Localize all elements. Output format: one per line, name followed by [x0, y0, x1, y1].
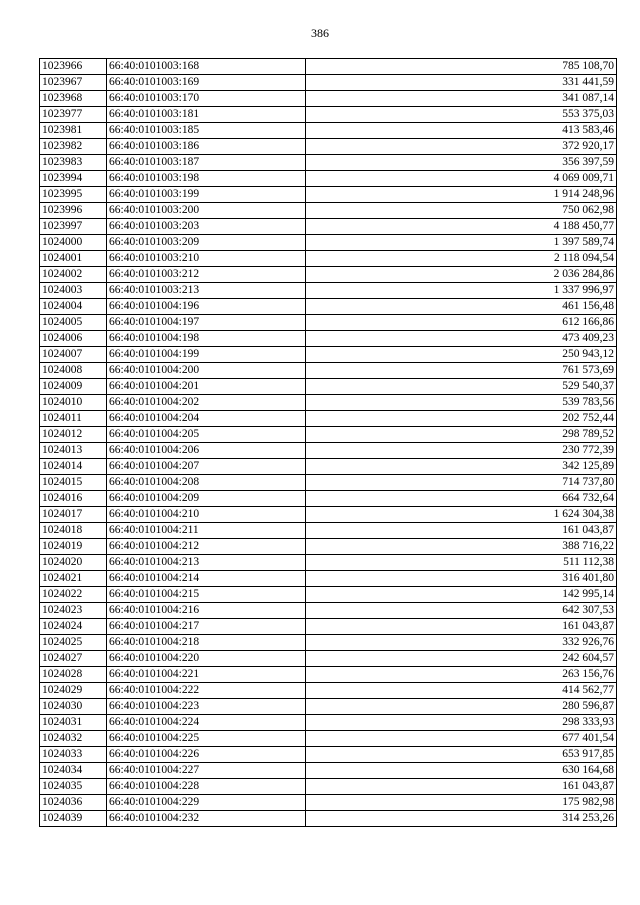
row-id-cell: 1024017 [40, 507, 107, 523]
cadastral-value-cell: 161 043,87 [306, 779, 617, 795]
cadastral-value-cell: 1 397 589,74 [306, 235, 617, 251]
cadastral-number-cell: 66:40:0101003:186 [107, 139, 306, 155]
row-id-cell: 1024021 [40, 571, 107, 587]
cadastral-number-cell: 66:40:0101004:202 [107, 395, 306, 411]
cadastral-number-cell: 66:40:0101004:220 [107, 651, 306, 667]
cadastral-value-cell: 1 337 996,97 [306, 283, 617, 299]
cadastral-number-cell: 66:40:0101004:200 [107, 363, 306, 379]
cadastral-value-cell: 414 562,77 [306, 683, 617, 699]
cadastral-number-cell: 66:40:0101004:232 [107, 811, 306, 827]
table-row [40, 411, 617, 427]
row-id-cell: 1023982 [40, 139, 107, 155]
cadastral-number-cell: 66:40:0101003:203 [107, 219, 306, 235]
cadastral-value-cell: 230 772,39 [306, 443, 617, 459]
row-id-cell: 1024028 [40, 667, 107, 683]
table-row [40, 395, 617, 411]
cadastral-number-cell: 66:40:0101003:209 [107, 235, 306, 251]
row-id-cell: 1024023 [40, 603, 107, 619]
cadastral-value-cell: 161 043,87 [306, 523, 617, 539]
row-id-cell: 1023967 [40, 75, 107, 91]
table-row [40, 139, 617, 155]
cadastral-value-cell: 372 920,17 [306, 139, 617, 155]
cadastral-value-cell: 341 087,14 [306, 91, 617, 107]
cadastral-number-cell: 66:40:0101004:227 [107, 763, 306, 779]
table-row [40, 587, 617, 603]
row-id-cell: 1024011 [40, 411, 107, 427]
cadastral-number-cell: 66:40:0101004:213 [107, 555, 306, 571]
row-id-cell: 1024034 [40, 763, 107, 779]
table-row [40, 171, 617, 187]
table-row [40, 747, 617, 763]
cadastral-number-cell: 66:40:0101003:169 [107, 75, 306, 91]
row-id-cell: 1024030 [40, 699, 107, 715]
cadastral-number-cell: 66:40:0101004:198 [107, 331, 306, 347]
row-id-cell: 1024024 [40, 619, 107, 635]
table-row [40, 379, 617, 395]
cadastral-number-cell: 66:40:0101004:214 [107, 571, 306, 587]
table-row [40, 315, 617, 331]
cadastral-number-cell: 66:40:0101004:206 [107, 443, 306, 459]
cadastral-number-cell: 66:40:0101004:226 [107, 747, 306, 763]
table-row [40, 363, 617, 379]
cadastral-number-cell: 66:40:0101004:225 [107, 731, 306, 747]
row-id-cell: 1023996 [40, 203, 107, 219]
table-row [40, 251, 617, 267]
cadastral-number-cell: 66:40:0101004:197 [107, 315, 306, 331]
cadastral-value-cell: 630 164,68 [306, 763, 617, 779]
page-number: 386 [311, 26, 329, 40]
cadastral-number-cell: 66:40:0101004:201 [107, 379, 306, 395]
cadastral-value-cell: 388 716,22 [306, 539, 617, 555]
cadastral-value-cell: 1 624 304,38 [306, 507, 617, 523]
row-id-cell: 1024009 [40, 379, 107, 395]
table-row [40, 763, 617, 779]
cadastral-number-cell: 66:40:0101003:210 [107, 251, 306, 267]
table-row [40, 523, 617, 539]
table-row [40, 795, 617, 811]
table-row [40, 811, 617, 827]
cadastral-value-cell: 461 156,48 [306, 299, 617, 315]
cadastral-value-cell: 677 401,54 [306, 731, 617, 747]
row-id-cell: 1024032 [40, 731, 107, 747]
row-id-cell: 1023983 [40, 155, 107, 171]
table-row [40, 779, 617, 795]
table-row [40, 187, 617, 203]
cadastral-number-cell: 66:40:0101004:218 [107, 635, 306, 651]
row-id-cell: 1024033 [40, 747, 107, 763]
row-id-cell: 1024022 [40, 587, 107, 603]
cadastral-value-cell: 473 409,23 [306, 331, 617, 347]
table-row [40, 219, 617, 235]
cadastral-value-cell: 1 914 248,96 [306, 187, 617, 203]
row-id-cell: 1023981 [40, 123, 107, 139]
table-row [40, 571, 617, 587]
cadastral-number-cell: 66:40:0101003:213 [107, 283, 306, 299]
row-id-cell: 1024001 [40, 251, 107, 267]
cadastral-value-cell: 553 375,03 [306, 107, 617, 123]
table-row [40, 667, 617, 683]
table-row [40, 555, 617, 571]
cadastral-value-cell: 2 036 284,86 [306, 267, 617, 283]
row-id-cell: 1024007 [40, 347, 107, 363]
row-id-cell: 1023977 [40, 107, 107, 123]
row-id-cell: 1024029 [40, 683, 107, 699]
cadastral-value-cell: 250 943,12 [306, 347, 617, 363]
registry-table [39, 58, 617, 827]
table-row [40, 619, 617, 635]
cadastral-value-cell: 316 401,80 [306, 571, 617, 587]
row-id-cell: 1024031 [40, 715, 107, 731]
row-id-cell: 1024008 [40, 363, 107, 379]
cadastral-value-cell: 332 926,76 [306, 635, 617, 651]
cadastral-number-cell: 66:40:0101004:210 [107, 507, 306, 523]
table-row [40, 443, 617, 459]
table-row [40, 683, 617, 699]
cadastral-number-cell: 66:40:0101003:181 [107, 107, 306, 123]
cadastral-number-cell: 66:40:0101004:209 [107, 491, 306, 507]
row-id-cell: 1024003 [40, 283, 107, 299]
cadastral-number-cell: 66:40:0101003:199 [107, 187, 306, 203]
row-id-cell: 1024004 [40, 299, 107, 315]
cadastral-number-cell: 66:40:0101003:170 [107, 91, 306, 107]
cadastral-value-cell: 653 917,85 [306, 747, 617, 763]
cadastral-value-cell: 4 188 450,77 [306, 219, 617, 235]
row-id-cell: 1024002 [40, 267, 107, 283]
row-id-cell: 1023966 [40, 59, 107, 75]
table-row [40, 107, 617, 123]
cadastral-number-cell: 66:40:0101004:217 [107, 619, 306, 635]
cadastral-number-cell: 66:40:0101004:221 [107, 667, 306, 683]
table-row [40, 267, 617, 283]
row-id-cell: 1024039 [40, 811, 107, 827]
table-row [40, 651, 617, 667]
cadastral-value-cell: 529 540,37 [306, 379, 617, 395]
row-id-cell: 1024005 [40, 315, 107, 331]
cadastral-number-cell: 66:40:0101003:168 [107, 59, 306, 75]
cadastral-value-cell: 298 789,52 [306, 427, 617, 443]
table-row [40, 539, 617, 555]
cadastral-value-cell: 356 397,59 [306, 155, 617, 171]
row-id-cell: 1024010 [40, 395, 107, 411]
cadastral-value-cell: 511 112,38 [306, 555, 617, 571]
cadastral-value-cell: 280 596,87 [306, 699, 617, 715]
cadastral-number-cell: 66:40:0101004:196 [107, 299, 306, 315]
table-row [40, 731, 617, 747]
cadastral-value-cell: 761 573,69 [306, 363, 617, 379]
table-row [40, 331, 617, 347]
table-row [40, 603, 617, 619]
cadastral-value-cell: 175 982,98 [306, 795, 617, 811]
cadastral-number-cell: 66:40:0101004:212 [107, 539, 306, 555]
cadastral-value-cell: 413 583,46 [306, 123, 617, 139]
row-id-cell: 1023997 [40, 219, 107, 235]
cadastral-value-cell: 612 166,86 [306, 315, 617, 331]
cadastral-number-cell: 66:40:0101004:229 [107, 795, 306, 811]
row-id-cell: 1024016 [40, 491, 107, 507]
table-row [40, 75, 617, 91]
cadastral-value-cell: 664 732,64 [306, 491, 617, 507]
cadastral-value-cell: 331 441,59 [306, 75, 617, 91]
cadastral-value-cell: 785 108,70 [306, 59, 617, 75]
row-id-cell: 1024027 [40, 651, 107, 667]
row-id-cell: 1024036 [40, 795, 107, 811]
cadastral-number-cell: 66:40:0101004:208 [107, 475, 306, 491]
cadastral-value-cell: 314 253,26 [306, 811, 617, 827]
cadastral-number-cell: 66:40:0101004:204 [107, 411, 306, 427]
table-row [40, 459, 617, 475]
cadastral-value-cell: 161 043,87 [306, 619, 617, 635]
row-id-cell: 1023968 [40, 91, 107, 107]
cadastral-value-cell: 750 062,98 [306, 203, 617, 219]
cadastral-number-cell: 66:40:0101004:228 [107, 779, 306, 795]
table-row [40, 91, 617, 107]
cadastral-number-cell: 66:40:0101004:205 [107, 427, 306, 443]
row-id-cell: 1024012 [40, 427, 107, 443]
row-id-cell: 1024020 [40, 555, 107, 571]
cadastral-value-cell: 539 783,56 [306, 395, 617, 411]
cadastral-number-cell: 66:40:0101003:212 [107, 267, 306, 283]
cadastral-value-cell: 142 995,14 [306, 587, 617, 603]
cadastral-number-cell: 66:40:0101004:222 [107, 683, 306, 699]
cadastral-number-cell: 66:40:0101004:207 [107, 459, 306, 475]
row-id-cell: 1024000 [40, 235, 107, 251]
row-id-cell: 1024006 [40, 331, 107, 347]
cadastral-value-cell: 202 752,44 [306, 411, 617, 427]
cadastral-value-cell: 242 604,57 [306, 651, 617, 667]
table-row [40, 427, 617, 443]
row-id-cell: 1023994 [40, 171, 107, 187]
table-row [40, 59, 617, 75]
cadastral-number-cell: 66:40:0101003:198 [107, 171, 306, 187]
row-id-cell: 1024019 [40, 539, 107, 555]
table-row [40, 203, 617, 219]
cadastral-number-cell: 66:40:0101003:187 [107, 155, 306, 171]
cadastral-number-cell: 66:40:0101004:211 [107, 523, 306, 539]
table-row [40, 635, 617, 651]
cadastral-number-cell: 66:40:0101003:185 [107, 123, 306, 139]
table-row [40, 699, 617, 715]
registry-table-body [40, 59, 617, 827]
table-row [40, 123, 617, 139]
cadastral-value-cell: 298 333,93 [306, 715, 617, 731]
cadastral-value-cell: 714 737,80 [306, 475, 617, 491]
cadastral-number-cell: 66:40:0101004:223 [107, 699, 306, 715]
cadastral-value-cell: 263 156,76 [306, 667, 617, 683]
row-id-cell: 1024014 [40, 459, 107, 475]
row-id-cell: 1024013 [40, 443, 107, 459]
table-row [40, 347, 617, 363]
table-row [40, 475, 617, 491]
row-id-cell: 1024015 [40, 475, 107, 491]
table-row [40, 299, 617, 315]
cadastral-value-cell: 4 069 009,71 [306, 171, 617, 187]
cadastral-number-cell: 66:40:0101003:200 [107, 203, 306, 219]
row-id-cell: 1024018 [40, 523, 107, 539]
cadastral-number-cell: 66:40:0101004:215 [107, 587, 306, 603]
cadastral-value-cell: 642 307,53 [306, 603, 617, 619]
row-id-cell: 1024035 [40, 779, 107, 795]
cadastral-number-cell: 66:40:0101004:224 [107, 715, 306, 731]
cadastral-value-cell: 2 118 094,54 [306, 251, 617, 267]
table-row [40, 235, 617, 251]
table-row [40, 715, 617, 731]
cadastral-value-cell: 342 125,89 [306, 459, 617, 475]
row-id-cell: 1024025 [40, 635, 107, 651]
cadastral-number-cell: 66:40:0101004:216 [107, 603, 306, 619]
table-row [40, 155, 617, 171]
row-id-cell: 1023995 [40, 187, 107, 203]
cadastral-number-cell: 66:40:0101004:199 [107, 347, 306, 363]
table-row [40, 507, 617, 523]
table-row [40, 491, 617, 507]
table-row [40, 283, 617, 299]
